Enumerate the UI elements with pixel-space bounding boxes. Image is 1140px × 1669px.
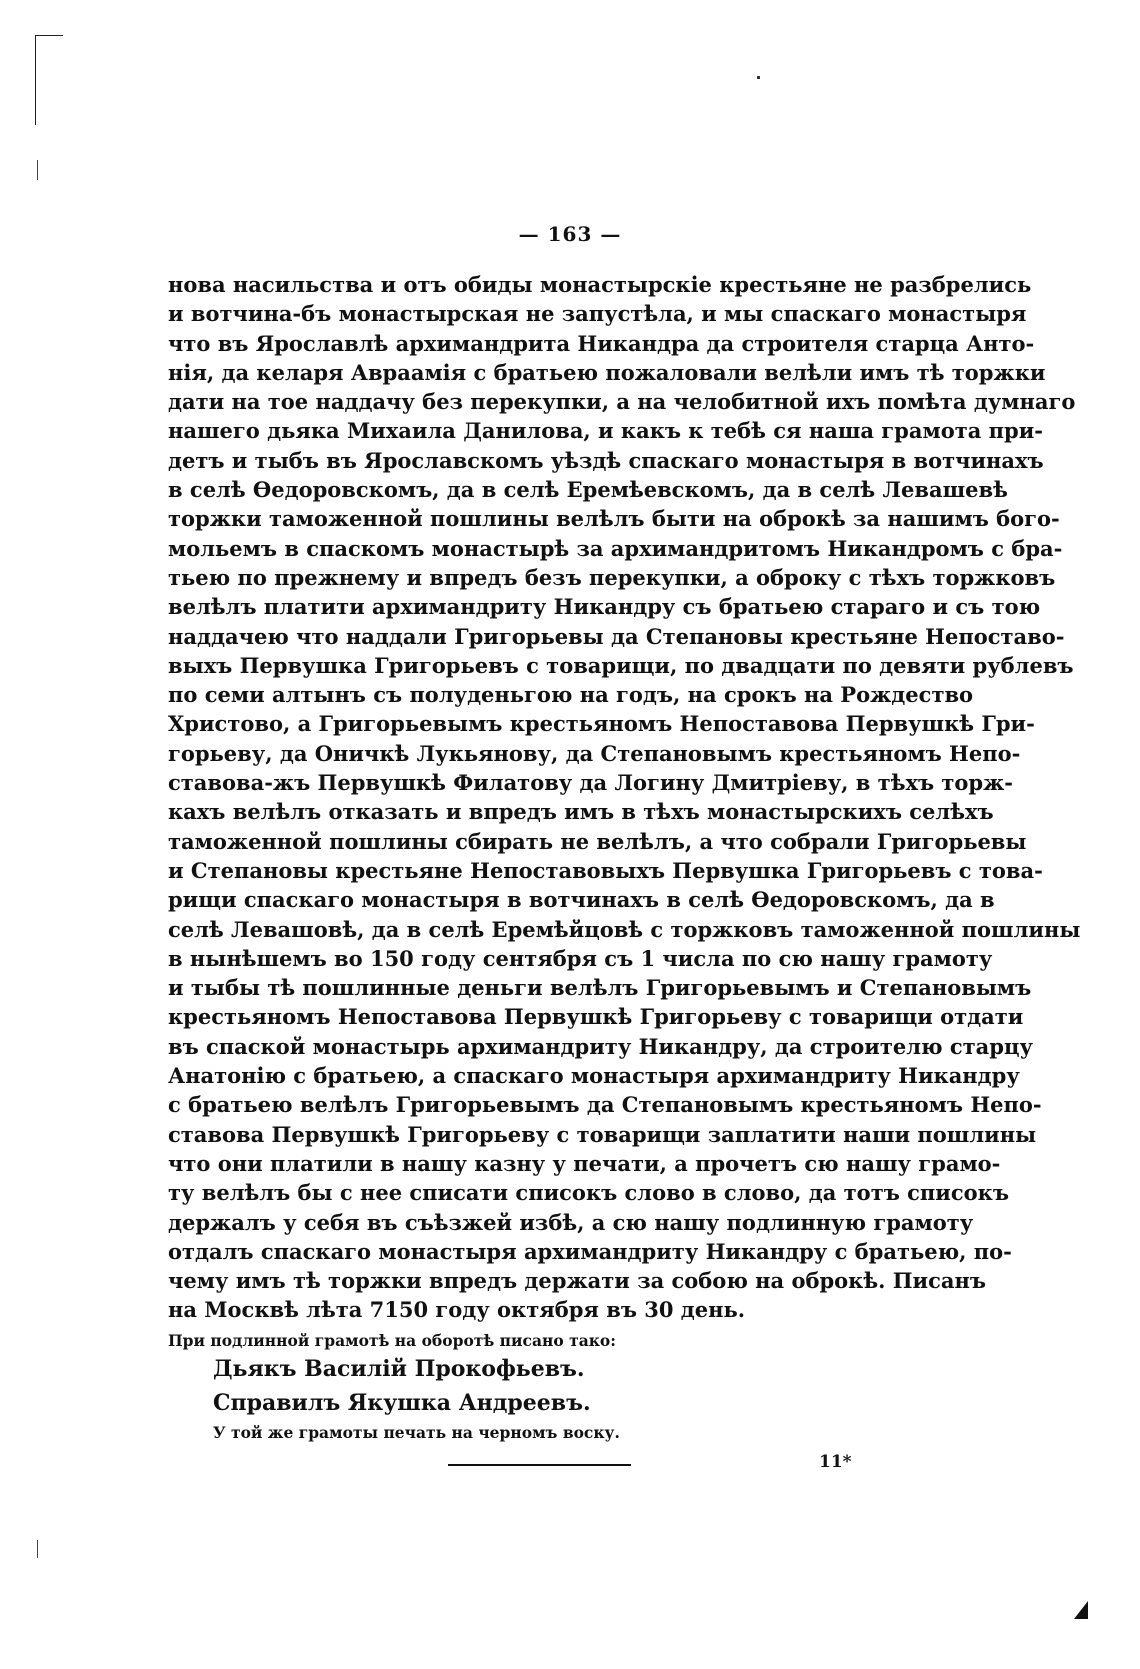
text-line: мольемъ в спаскомъ монастырѣ за архимандритомъ Никандромъ с бра- [168, 535, 1063, 561]
text-line: нашего дьяка Михаила Данилова, и какъ к тебѣ ся наша грамота при- [168, 418, 1043, 444]
text-line: и вотчина-бъ монастырская не запустѣла, и мы спаскаго монастыря [168, 301, 1027, 327]
text-line: что они платили в нашу казну у печати, а прочетъ сю нашу грамо- [168, 1150, 1001, 1176]
text-line: детъ и тыбъ въ Ярославскомъ уѣздѣ спаскаго монастыря в вотчинахъ [168, 447, 1044, 473]
text-line: в селѣ Ѳедоровскомъ, да в селѣ Еремѣевскомъ, да в селѣ Левашевѣ [168, 477, 1008, 503]
scan-artifact [37, 1540, 38, 1558]
closing-rule [448, 1464, 631, 1466]
text-line: на Москвѣ лѣта 7150 году октября въ 30 день. [168, 1297, 746, 1323]
text-line: чему имъ тѣ торжки впредъ держати за собою на оброкѣ. Писанъ [168, 1268, 986, 1294]
text-line: ту велѣлъ бы с нее списати списокъ слово в слово, да тотъ списокъ [168, 1180, 1009, 1206]
text-line: Христово, а Григорьевымъ крестьяномъ Непоставова Первушкѣ Гри- [168, 711, 1035, 737]
text-line: держалъ у себя въ съѣзжей избѣ, а сю нашу подлинную грамоту [168, 1209, 974, 1235]
text-line: нія, да келаря Авраамія с братьею пожаловали велѣли имъ тѣ торжки [168, 359, 1046, 385]
text-line: выхъ Первушка Григорьевъ с товарищи, по двадцати по девяти рублевъ [168, 652, 1074, 678]
text-line: ставова Первушкѣ Григорьеву с товарищи заплатити наши пошлины [168, 1121, 1037, 1147]
text-line: по семи алтынъ съ полуденьгою на годъ, на срокъ на Рождество [168, 682, 974, 708]
scan-artifact [37, 160, 38, 180]
page-number: — 163 — [518, 222, 622, 246]
text-line: торжки таможенной пошлины велѣлъ быти на оброкѣ за нашимъ бого- [168, 506, 1060, 532]
text-line: что въ Ярославлѣ архимандрита Никандра да строителя старца Анто- [168, 330, 1035, 356]
text-line: наддачею что наддали Григорьевы да Степановы крестьяне Непоставо- [168, 623, 1065, 649]
text-line: въ спаской монастырь архимандриту Никандру, да строителю старцу [168, 1033, 1033, 1059]
page-corner-mark [1074, 1601, 1088, 1619]
text-line: крестьяномъ Непоставова Первушкѣ Григорьеву с товарищи отдати [168, 1004, 1024, 1030]
seal-note: У той же грамоты печать на черномъ воску. [213, 1423, 620, 1442]
signature-clerk: Дьякъ Василій Прокофьевъ. [213, 1356, 585, 1382]
text-line: и тыбы тѣ пошлинные деньги велѣлъ Григорьевымъ и Степановымъ [168, 975, 1032, 1001]
text-line: дати на тое наддачу без перекупки, а на челобитной ихъ помѣта думнаго [168, 389, 1076, 415]
signature-checker: Справилъ Якушка Андреевъ. [213, 1390, 591, 1416]
sheet-signature: 11* [819, 1452, 852, 1472]
text-line: тьею по прежнему и впредъ безъ перекупки, а оброку с тѣхъ торжковъ [168, 564, 1056, 590]
text-line: рищи спаскаго монастыря в вотчинахъ в селѣ Ѳедоровскомъ, да в [168, 887, 995, 913]
text-line: ставова-жъ Первушкѣ Филатову да Логину Дмитріеву, в тѣхъ торж- [168, 770, 1014, 796]
text-line: горьеву, да Оничкѣ Лукьянову, да Степановымъ крестьяномъ Непо- [168, 740, 1021, 766]
scan-artifact [757, 76, 760, 79]
text-line: и Степановы крестьяне Непоставовыхъ Первушка Григорьевъ с това- [168, 857, 1043, 883]
text-line: отдалъ спаскаго монастыря архимандриту Никандру с братьею, по- [168, 1238, 1012, 1264]
body-text [168, 270, 1081, 1325]
text-line: селѣ Левашовѣ, да в селѣ Еремѣйцовѣ с торжковъ таможенной пошлины [168, 916, 1081, 942]
endorsement-note: При подлинной грамотѣ на оборотѣ писано тако: [168, 1331, 616, 1350]
text-line: нова насильства и отъ обиды монастырскіе крестьяне не разбрелись [168, 272, 1032, 297]
text-line: с братьею велѣлъ Григорьевымъ да Степановымъ крестьяномъ Непо- [168, 1092, 1042, 1118]
text-line: Анатонію с братьею, а спаскаго монастыря архимандриту Никандру [168, 1063, 1020, 1089]
text-line: таможенной пошлины сбирать не велѣлъ, а что собрали Григорьевы [168, 828, 1027, 854]
text-line: в нынѣшемъ во 150 году сентября съ 1 числа по сю нашу грамоту [168, 945, 993, 971]
scan-border-mark [35, 35, 36, 125]
text-line: велѣлъ платити архимандриту Никандру съ братьею стараго и съ тою [168, 594, 1041, 620]
scan-border-mark [35, 35, 63, 36]
text-line: кахъ велѣлъ отказать и впредъ имъ в тѣхъ монастырскихъ селѣхъ [168, 799, 994, 825]
